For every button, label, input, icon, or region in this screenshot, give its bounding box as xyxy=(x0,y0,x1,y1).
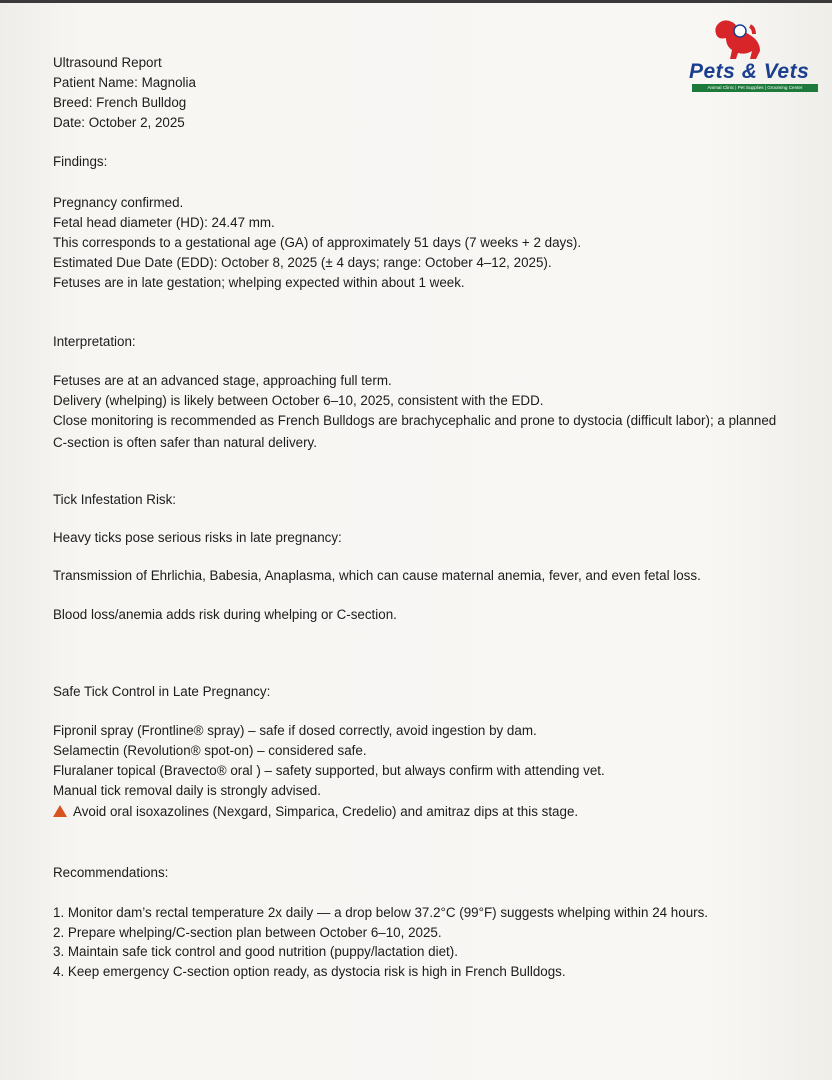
recommendations-section xyxy=(53,903,708,982)
tick-risk-line: Heavy ticks pose serious risks in late pregnancy: xyxy=(53,530,342,545)
report-header xyxy=(53,53,196,133)
dog-icon xyxy=(688,18,824,62)
tick-control-line: Selamectin (Revolution® spot-on) – considered safe. xyxy=(53,743,367,758)
findings-section xyxy=(53,193,581,293)
finding-line: Fetal head diameter (HD): 24.47 mm. xyxy=(53,215,275,230)
tick-control-line: Fipronil spray (Frontline® spray) – safe if dosed correctly, avoid ingestion by dam. xyxy=(53,723,537,738)
finding-line: This corresponds to a gestational age (GA) of approximately 51 days (7 weeks + 2 days). xyxy=(53,235,582,250)
tick-control-line: Fluralaner topical (Bravecto® oral ) – safety supported, but always confirm with attending vet. xyxy=(53,763,605,778)
recommendation-item: 1. Monitor dam’s rectal temperature 2x daily — a drop below 37.2°C (99°F) suggests whelping within 24 hours. xyxy=(53,905,709,920)
tick-risk-line: Blood loss/anemia adds risk during whelping or C-section. xyxy=(53,607,397,622)
patient-name: Patient Name: Magnolia xyxy=(53,75,196,90)
finding-line: Fetuses are in late gestation; whelping expected within about 1 week. xyxy=(53,275,465,290)
interpretation-section xyxy=(53,371,776,453)
tick-control-section xyxy=(53,721,605,822)
finding-line: Pregnancy confirmed. xyxy=(53,195,184,210)
warning-icon xyxy=(53,805,67,817)
warning-text: Avoid oral isoxazolines (Nexgard, Simparica, Credelio) and amitraz dips at this stage. xyxy=(73,804,579,819)
recommendation-item: 2. Prepare whelping/C-section plan between October 6–10, 2025. xyxy=(53,925,442,940)
interpretation-line: C-section is often safer than natural delivery. xyxy=(53,435,317,450)
interpretation-heading: Interpretation: xyxy=(53,334,136,349)
breed: Breed: French Bulldog xyxy=(53,95,187,110)
brand-name: Pets & Vets xyxy=(689,60,810,83)
page-edge xyxy=(0,0,832,3)
recommendation-item: 4. Keep emergency C-section option ready, as dystocia risk is high in French Bulldogs. xyxy=(53,964,566,979)
brand-tagline: Animal Clinic | Pet Supplies | Grooming Center xyxy=(692,84,818,92)
tick-control-line: Manual tick removal daily is strongly advised. xyxy=(53,783,321,798)
tick-control-warning xyxy=(53,802,605,822)
tick-control-heading: Safe Tick Control in Late Pregnancy: xyxy=(53,684,271,699)
recommendation-item: 3. Maintain safe tick control and good nutrition (puppy/lactation diet). xyxy=(53,944,458,959)
interpretation-line: Close monitoring is recommended as French Bulldogs are brachycephalic and prone to dystocia (difficult labor); a planned xyxy=(53,413,777,428)
finding-line: Estimated Due Date (EDD): October 8, 2025 (± 4 days; range: October 4–12, 2025). xyxy=(53,255,552,270)
report-date: Date: October 2, 2025 xyxy=(53,115,185,130)
report-title: Ultrasound Report xyxy=(53,55,162,70)
tick-risk-line: Transmission of Ehrlichia, Babesia, Anaplasma, which can cause maternal anemia, fever, and even fetal loss. xyxy=(53,568,701,583)
pets-vets-logo xyxy=(688,18,824,96)
tick-risk-heading: Tick Infestation Risk: xyxy=(53,492,177,507)
interpretation-line: Delivery (whelping) is likely between October 6–10, 2025, consistent with the EDD. xyxy=(53,393,544,408)
recommendations-heading: Recommendations: xyxy=(53,865,169,880)
findings-heading: Findings: xyxy=(53,154,108,169)
interpretation-line: Fetuses are at an advanced stage, approaching full term. xyxy=(53,373,392,388)
